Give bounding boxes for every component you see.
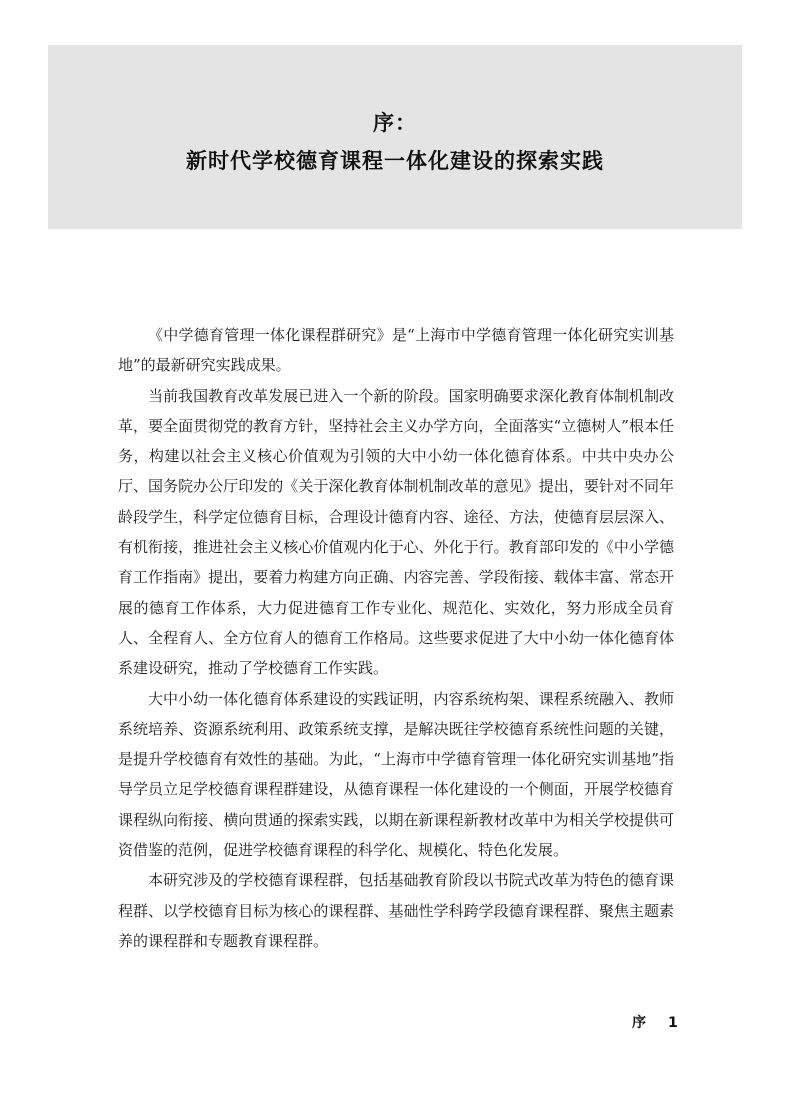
body-text xyxy=(118,320,674,956)
page-number: 1 xyxy=(668,1015,678,1031)
paragraph-2: 当前我国教育改革发展已进入一个新的阶段。国家明确要求深化教育体制机制改革，要全面贯彻党的教育方针，坚持社会主义办学方向，全面落实“立德树人”根本任务，构建以社会主义核心价值观为引领的大中小幼一体化德育体系。中共中央办公厅、国务院办公厅印发的《关于深化教育体制机制改革的意见》提出，要针对不同年龄段学生，科学定位德育目标，合理设计德育内容、途径、方法，使德育层层深入、有机衔接，推进社会主义核心价值观内化于心、外化于行。教育部印发的《中小学德育工作指南》提出，要着力构建方向正确、内容完善、学段衔接、载体丰富、常态开展的德育工作体系，大力促进德育工作专业化、规范化、实效化，努力形成全员育人、全程育人、全方位育人的德育工作格局。这些要求促进了大中小幼一体化德育体系建设研究，推动了学校德育工作实践。 xyxy=(118,386,674,678)
section-heading: 序： xyxy=(373,111,417,135)
paragraph-3: 大中小幼一体化德育体系建设的实践证明，内容系统构架、课程系统融入、教师系统培养、资源系统利用、政策系统支撑，是解决既往学校德育系统性问题的关键，是提升学校德育有效性的基础。为此，“上海市中学德育管理一体化研究实训基地”指导学员立足学校德育课程群建设，从德育课程一体化建设的一个侧面，开展学校德育课程纵向衔接、横向贯通的探索实践，以期在新课程新教材改革中为相关学校提供可资借鉴的范例，促进学校德育课程的科学化、规模化、特色化发展。 xyxy=(118,689,674,860)
page-footer xyxy=(632,1012,678,1032)
paragraph-4: 本研究涉及的学校德育课程群，包括基础教育阶段以书院式改革为特色的德育课程群、以学校德育目标为核心的课程群、基础性学科跨学段德育课程群、聚焦主题素养的课程群和专题教育课程群。 xyxy=(118,871,674,950)
footer-section-label: 序 xyxy=(632,1015,646,1031)
paragraph-1: 《中学德育管理一体化课程群研究》是“上海市中学德育管理一体化研究实训基地”的最新研究实践成果。 xyxy=(118,326,674,375)
title-banner xyxy=(48,45,742,229)
page-title: 新时代学校德育课程一体化建设的探索实践 xyxy=(186,149,604,173)
